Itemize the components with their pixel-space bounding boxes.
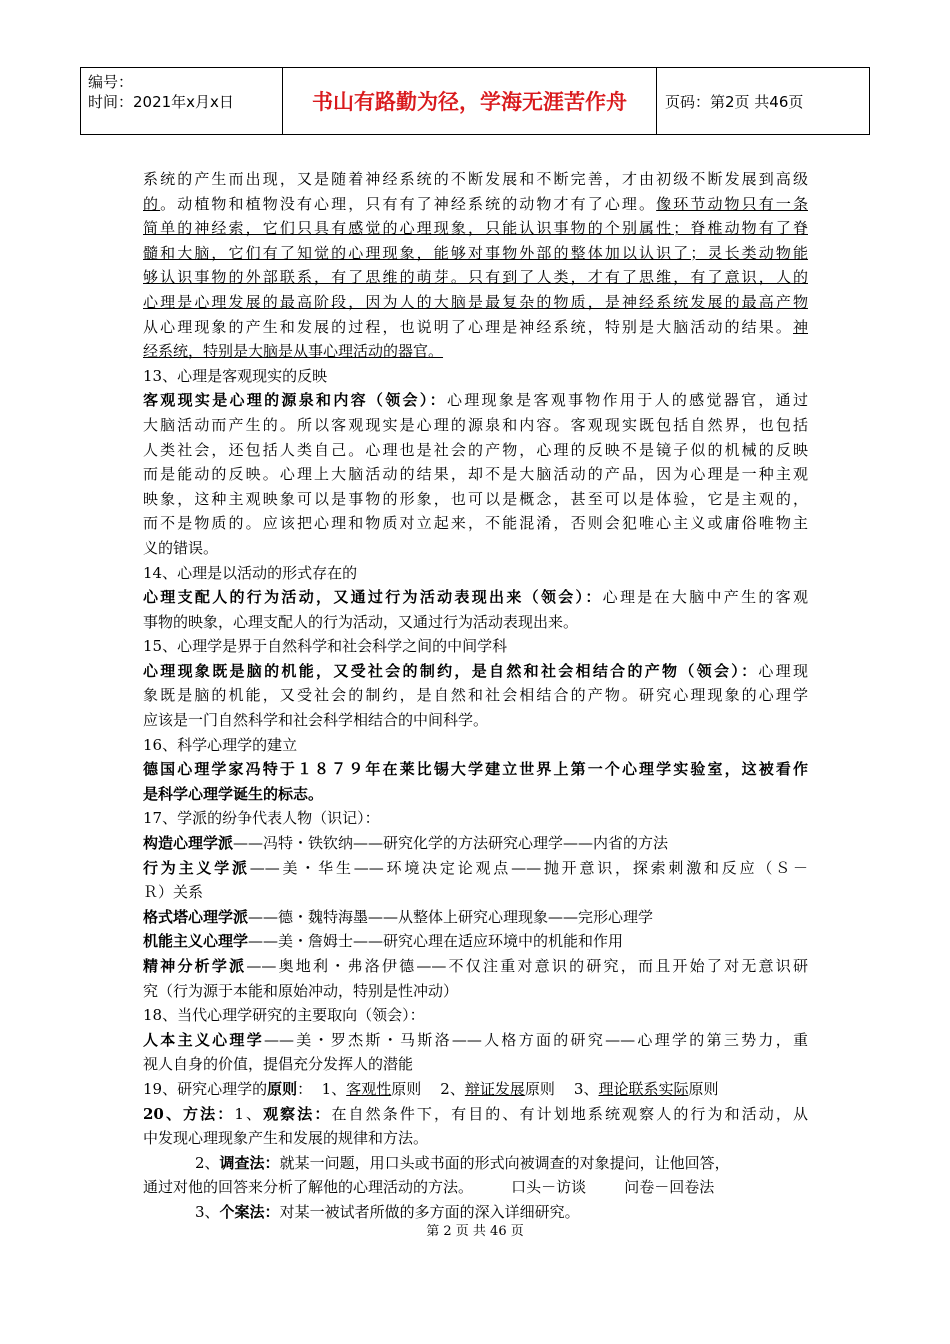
text-line: 髓和大脑，它们有了知觉的心理现象，能够对事物外部的整体加以认识了；灵长类动物能: [143, 243, 808, 262]
page-footer: 第 2 页 共 46 页: [426, 1224, 524, 1239]
text-line: 通过对他的回答来分析了解他的心理活动的方法。 口头－访谈 问卷－回卷法: [143, 1178, 715, 1197]
text-line: 的。动植物和植物没有心理，只有有了神经系统的动物才有了心理。像环节动物只有一条: [143, 194, 808, 213]
text-line: 大脑活动而产生的。所以客观现实是心理的源泉和内容。客观现实既包括自然界，也包括: [143, 415, 808, 434]
number-label: 编号：: [88, 73, 134, 91]
page-header: [80, 67, 870, 135]
text-line: 系统的产生而出现，又是随着神经系统的不断发展和不断完善，才由初级不断发展到高级: [143, 170, 808, 188]
text-line: 客观现实是心理的源泉和内容（领会）：心理现象是客观事物作用于人的感觉器官，通过: [143, 391, 808, 410]
text-line: 3、个案法：对某一被试者所做的多方面的深入详细研究。: [195, 1202, 580, 1221]
text-line: 象既是脑的机能，又受社会的制约，是自然和社会相结合的产物。研究心理现象的心理学: [143, 686, 808, 705]
text-line: 2、调查法：就某一问题，用口头或书面的形式向被调查的对象提问，让他回答，: [195, 1153, 730, 1172]
text-line: 而是能动的反映。心理上大脑活动的结果，却不是大脑活动的产品，因为心理是一种主观: [143, 465, 808, 484]
section-heading: 13、心理是客观现实的反映: [143, 366, 328, 385]
text-line: 人本主义心理学——美・罗杰斯・马斯洛——人格方面的研究——心理学的第三势力，重: [143, 1030, 808, 1049]
text-line: Ｒ）关系: [143, 883, 204, 902]
text-line: 义的错误。: [143, 538, 219, 557]
text-line: 映象，这种主观映象可以是事物的形象，也可以是概念，甚至可以是体验，它是主观的，: [143, 489, 808, 508]
text-line: 构造心理学派——冯特・铁钦纳——研究化学的方法研究心理学——内省的方法: [143, 834, 669, 853]
text-line: 德国心理学家冯特于１８７９年在莱比锡大学建立世界上第一个心理学实验室，这被看作: [143, 760, 808, 779]
header-meta: [81, 68, 283, 134]
text-line: 机能主义心理学——美・詹姆士——研究心理在适应环境中的机能和作用: [143, 932, 624, 951]
text-line: 究（行为源于本能和原始冲动，特别是性冲动）: [143, 981, 459, 1000]
text-line: 从心理现象的产生和发展的过程，也说明了心理是神经系统，特别是大脑活动的结果。神: [143, 317, 808, 336]
section-heading: 18、当代心理学研究的主要取向（领会）：: [143, 1006, 425, 1025]
header-motto: 书山有路勤为径，学海无涯苦作舟: [283, 68, 657, 134]
text-line: 行为主义学派——美・华生——环境决定论观点——抛开意识，探索刺激和反应（Ｓ－: [143, 858, 808, 877]
text-line: 心理现象既是脑的机能，又受社会的制约，是自然和社会相结合的产物（领会）：心理现: [143, 661, 808, 680]
time-label: 时间：2021年x月x日: [88, 93, 234, 111]
document-body: [143, 167, 808, 1225]
text-line: 心理支配人的行为活动，又通过行为活动表现出来（领会）：心理是在大脑中产生的客观: [143, 588, 808, 607]
text-line: 是科学心理学诞生的标志。: [143, 784, 324, 803]
text-line: 应该是一门自然科学和社会科学相结合的中间科学。: [143, 711, 489, 730]
text-line: 而不是物质的。应该把心理和物质对立起来，不能混淆，否则会犯唯心主义或庸俗唯物主: [143, 514, 808, 533]
text-line: 事物的映象，心理支配人的行为活动，又通过行为活动表现出来。: [143, 612, 579, 631]
text-line: 心理是心理发展的最高阶段，因为人的大脑是最复杂的物质，是神经系统发展的最高产物: [143, 292, 808, 311]
section-heading: 15、心理学是界于自然科学和社会科学之间的中间学科: [143, 637, 508, 656]
section-heading: 16、科学心理学的建立: [143, 735, 298, 754]
text-line: 人类社会，还包括人类自己。心理也是社会的产物，心理的反映不是镜子似的机械的反映: [143, 440, 808, 459]
principles-line: 19、研究心理学的原则： 1、客观性原则 2、辩证发展原则 3、理论联系实际原则: [143, 1079, 719, 1098]
text-line: 中发现心理现象产生和发展的规律和方法。: [143, 1129, 429, 1148]
text-line: 简单的神经索，它们只具有感觉的心理现象，只能认识事物的个别属性；脊椎动物有了脊: [143, 219, 808, 238]
header-page-info: 页码：第2页 共46页: [665, 92, 804, 111]
section-heading: 17、学派的纷争代表人物（识记）：: [143, 809, 380, 828]
text-line: 够认识事物的外部联系，有了思维的萌芽。只有到了人类，才有了思维，有了意识，人的: [143, 268, 808, 287]
text-line: 20、方法：1、观察法：在自然条件下，有目的、有计划地系统观察人的行为和活动，从: [143, 1104, 808, 1123]
text-line: 视人自身的价值，提倡充分发挥人的潜能: [143, 1055, 414, 1074]
section-heading: 14、心理是以活动的形式存在的: [143, 563, 358, 582]
text-line: 格式塔心理学派——德・魏特海墨——从整体上研究心理现象——完形心理学: [143, 907, 654, 926]
text-line: 精神分析学派——奥地利・弗洛伊德——不仅注重对意识的研究，而且开始了对无意识研: [143, 957, 808, 975]
text-line: 经系统，特别是大脑是从事心理活动的器官。: [143, 342, 444, 361]
